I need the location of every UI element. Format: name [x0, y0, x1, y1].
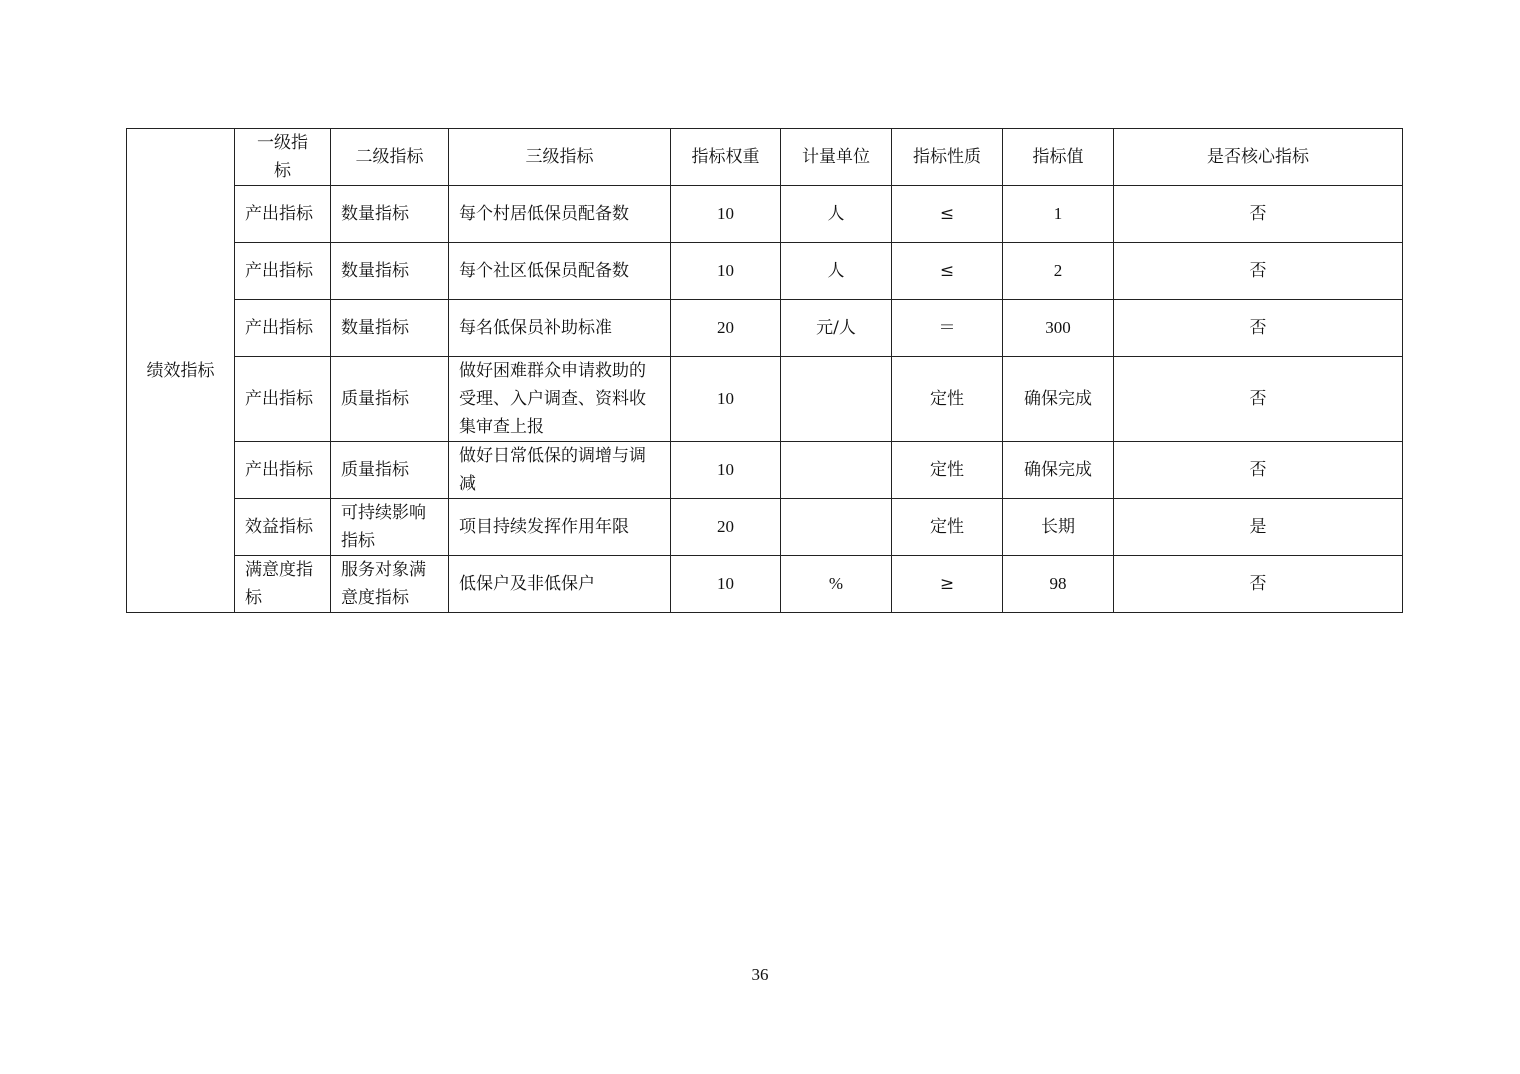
cell-unit — [781, 442, 892, 499]
cell-weight: 20 — [671, 300, 781, 357]
cell-level2: 服务对象满意度指标 — [331, 556, 449, 613]
table-row — [127, 357, 1403, 442]
cell-level3: 每个村居低保员配备数 — [449, 186, 671, 243]
header-nature: 指标性质 — [892, 129, 1003, 186]
cell-weight: 10 — [671, 357, 781, 442]
cell-nature: 定性 — [892, 442, 1003, 499]
cell-nature: 定性 — [892, 357, 1003, 442]
cell-core: 是 — [1114, 499, 1403, 556]
cell-weight: 10 — [671, 243, 781, 300]
cell-weight: 10 — [671, 442, 781, 499]
cell-core: 否 — [1114, 556, 1403, 613]
cell-value: 1 — [1003, 186, 1114, 243]
cell-nature: ≤ — [892, 186, 1003, 243]
cell-level2: 数量指标 — [331, 186, 449, 243]
cell-level3: 每个社区低保员配备数 — [449, 243, 671, 300]
performance-indicator-table — [126, 128, 1403, 613]
cell-weight: 10 — [671, 556, 781, 613]
cell-nature: ＝ — [892, 300, 1003, 357]
page-number: 36 — [751, 965, 769, 984]
cell-level3: 每名低保员补助标准 — [449, 300, 671, 357]
table-row — [127, 556, 1403, 613]
header-core: 是否核心指标 — [1114, 129, 1403, 186]
header-value: 指标值 — [1003, 129, 1114, 186]
cell-level1: 产出指标 — [235, 300, 331, 357]
cell-value: 确保完成 — [1003, 357, 1114, 442]
cell-unit — [781, 357, 892, 442]
cell-level3: 项目持续发挥作用年限 — [449, 499, 671, 556]
cell-unit: 人 — [781, 243, 892, 300]
table-row — [127, 300, 1403, 357]
cell-core: 否 — [1114, 357, 1403, 442]
cell-level2: 数量指标 — [331, 300, 449, 357]
cell-level1: 效益指标 — [235, 499, 331, 556]
cell-core: 否 — [1114, 300, 1403, 357]
header-level2: 二级指标 — [331, 129, 449, 186]
cell-value: 98 — [1003, 556, 1114, 613]
cell-level3: 做好困难群众申请救助的受理、入户调查、资料收集审查上报 — [449, 357, 671, 442]
table-row — [127, 499, 1403, 556]
cell-core: 否 — [1114, 186, 1403, 243]
cell-value: 长期 — [1003, 499, 1114, 556]
cell-level1: 产出指标 — [235, 243, 331, 300]
cell-unit: 元/人 — [781, 300, 892, 357]
cell-nature: ≤ — [892, 243, 1003, 300]
cell-level2: 质量指标 — [331, 357, 449, 442]
header-weight: 指标权重 — [671, 129, 781, 186]
header-unit: 计量单位 — [781, 129, 892, 186]
table-header-row — [127, 129, 1403, 186]
cell-weight: 10 — [671, 186, 781, 243]
cell-level2: 可持续影响指标 — [331, 499, 449, 556]
header-level3: 三级指标 — [449, 129, 671, 186]
section-label-cell: 绩效指标 — [127, 129, 235, 613]
table-row — [127, 442, 1403, 499]
cell-level3: 做好日常低保的调增与调减 — [449, 442, 671, 499]
cell-unit — [781, 499, 892, 556]
cell-level2: 质量指标 — [331, 442, 449, 499]
cell-unit: 人 — [781, 186, 892, 243]
cell-core: 否 — [1114, 243, 1403, 300]
cell-weight: 20 — [671, 499, 781, 556]
cell-unit: % — [781, 556, 892, 613]
cell-level1: 满意度指标 — [235, 556, 331, 613]
table-row — [127, 186, 1403, 243]
cell-value: 2 — [1003, 243, 1114, 300]
header-level1: 一级指标 — [235, 129, 331, 186]
cell-level1: 产出指标 — [235, 442, 331, 499]
cell-value: 300 — [1003, 300, 1114, 357]
cell-value: 确保完成 — [1003, 442, 1114, 499]
cell-level1: 产出指标 — [235, 357, 331, 442]
table-row — [127, 243, 1403, 300]
cell-level1: 产出指标 — [235, 186, 331, 243]
cell-level3: 低保户及非低保户 — [449, 556, 671, 613]
cell-level2: 数量指标 — [331, 243, 449, 300]
cell-nature: ≥ — [892, 556, 1003, 613]
cell-nature: 定性 — [892, 499, 1003, 556]
cell-core: 否 — [1114, 442, 1403, 499]
